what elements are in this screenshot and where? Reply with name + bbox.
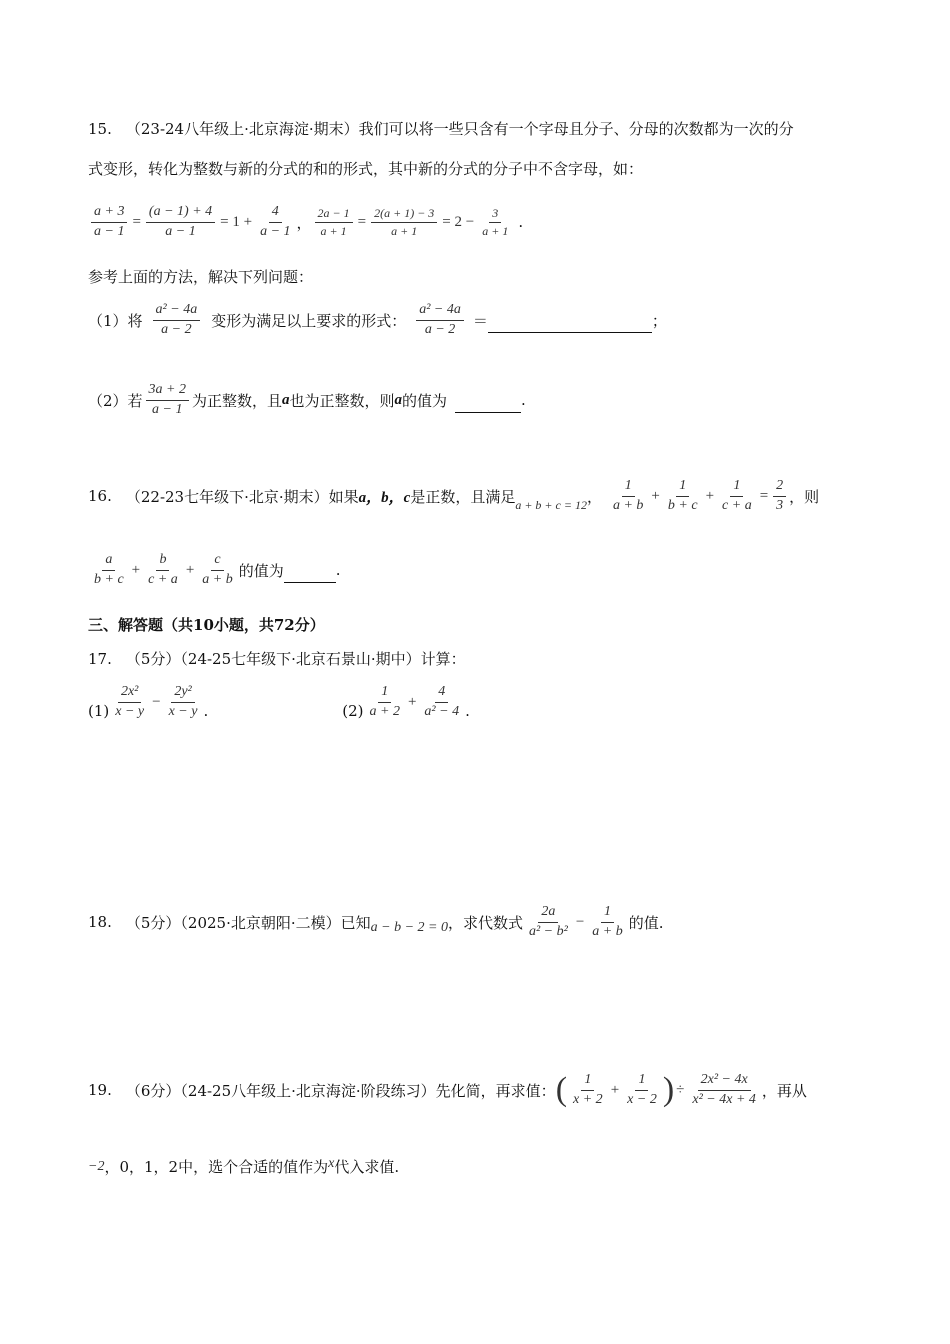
q15-part2-answer-blank[interactable] (455, 398, 521, 413)
q16-expr1: $\frac{a}{b + c}$ (94, 552, 124, 587)
q19-frac1: $\frac{1}{x + 2}$ (573, 1072, 603, 1107)
q19-left-paren: ( (555, 1071, 568, 1109)
q15-part2-label: （2）若 (88, 391, 143, 410)
q16-cond: a + b + c = 12 (515, 497, 587, 512)
q15-part1-frac2: $\frac{\text{a² − 4a}}{a - 2}$ (416, 302, 464, 339)
q15-intro-line2 (88, 158, 643, 179)
q16-text1: （22-23七年级下·北京·期末）如果 (125, 487, 359, 506)
q15-number: 15. (88, 119, 112, 138)
q17-p2-frac2: $\frac{4}{\text{a² − 4}}$ (424, 684, 460, 719)
q16-then: ，则 (789, 487, 820, 506)
q15-ex-sep: ， (296, 213, 312, 232)
q18-text3: 的值. (628, 913, 664, 932)
q15-ex-frac3: $\frac{4}{a - 1}$ (260, 204, 291, 239)
q15-part2-text3: 的值为 (402, 391, 448, 410)
q19-line2-text2: 代入求值. (334, 1158, 400, 1176)
q17-p2-frac1: $\frac{1}{a + 2}$ (369, 684, 400, 719)
q18-frac1: $\frac{2a}{\text{a² − b²}}$ (528, 904, 568, 939)
q16-end: . (335, 561, 341, 580)
q17-p1-label: (1) (88, 702, 110, 721)
q19-line1: 19. （6分）（24-25八年级上·北京海淀·阶段练习）先化简，再求值： ( $\frac{1}{x + 2}$ + $\frac{1}{x - 2}$ ) ÷ $\frac{\text{2x² − 4x}}{\text{x² − 4x + 4}}$ ，再从 (88, 1071, 807, 1109)
q16-sep: ， (586, 487, 602, 506)
q18-frac2: $\frac{1}{a + b}$ (592, 904, 623, 939)
q16-frac3: $\frac{1}{c + a}$ (722, 478, 752, 513)
q15-ex-eq1: = 1 + (220, 213, 253, 230)
q15-ex-eq2: = 2 − (442, 213, 475, 230)
q15-part1-label: （1）将 (88, 311, 143, 330)
q15-intro-text2: 式变形，转化为整数与新的分式的和的形式，其中新的分式的分子中不含字母，如： (88, 160, 644, 178)
q19-text2: ，再从 (761, 1081, 807, 1100)
q16-line1: 16. （22-23七年级下·北京·期末）如果 a，b，c 是正数，且满足 a + b + c = 12 ， $\frac{1}{a + b}$ + $\frac{1}{b + c}$ + $\frac{1}{c + a}$ = $\frac{2}{3}$ ，则 (88, 478, 820, 513)
q17-p1-end: . (203, 702, 209, 721)
q15-part1 (88, 302, 667, 339)
q15-instruction (88, 266, 313, 287)
q16-value-text: 的值为 (238, 561, 284, 580)
q18-text1: （5分）（2025·北京朝阳·二模）已知 (125, 913, 371, 932)
q18-text2: ，求代数式 (447, 913, 523, 932)
q18-number: 18. (88, 913, 112, 932)
q15-ex-frac1: $\frac{a + 3}{a - 1}$ (91, 204, 127, 241)
q17-text: （5分）（24-25七年级下·北京石景山·期中）计算： (125, 650, 466, 668)
q16-expr2: $\frac{b}{c + a}$ (148, 552, 178, 587)
q19-neg2: −2 (88, 1158, 105, 1174)
q15-part2-var-a2: a (394, 391, 403, 408)
q15-example: $\frac{a + 3}{a - 1}$ = $\frac{(a - 1) + 4}{a - 1}$ = 1 + $\frac{4}{a - 1}$ ， $\frac{2a - 1}{a + 1}$ = $\frac{2(a + 1) - 3}{a + 1}$ = 2 − $\frac{3}{a + 1}$ . (88, 204, 523, 241)
q16-text2: 是正数，且满足 (410, 487, 516, 506)
q16-line2: $\frac{a}{b + c}$ + $\frac{b}{c + a}$ + $\frac{c}{a + b}$ 的值为 . (88, 552, 341, 589)
q15-part1-frac: $\frac{\text{a² − 4a}}{a - 2}$ (153, 302, 201, 339)
section3-title (88, 614, 325, 635)
q16-frac-rhs: $\frac{2}{3}$ (773, 478, 786, 515)
q17-number: 17. (88, 649, 112, 668)
q16-frac1: $\frac{1}{a + b}$ (612, 478, 644, 513)
q17-p2-end: . (465, 702, 470, 721)
q15-intro-line1 (88, 118, 794, 139)
q19-text1: （6分）（24-25八年级上·北京海淀·阶段练习）先化简，再求值： (125, 1081, 556, 1100)
q19-line2 (88, 1156, 399, 1177)
q15-ex-frac5: $\frac{2(a + 1) - 3}{a + 1}$ (371, 206, 437, 238)
q17-p1-frac2: $\frac{\text{2y²}}{x - y}$ (168, 684, 198, 719)
q16-vars: a，b，c (358, 489, 411, 506)
q15-part1-answer-blank[interactable] (488, 318, 652, 333)
q16-answer-blank[interactable] (284, 568, 336, 583)
section3-title-text: 三、解答题（共10小题，共72分） (88, 616, 325, 634)
q17-parts: (1) $\frac{\text{2x²}}{x - y}$ − $\frac{\text{2y²}}{x - y}$ . (2) $\frac{1}{a + 2}$ + $\frac{4}{\text{a² − 4}}$ . (88, 684, 470, 721)
q15-ex-frac6: $\frac{3}{a + 1}$ (482, 206, 509, 238)
q19-frac3: $\frac{\text{2x² − 4x}}{\text{x² − 4x + 4}}$ (692, 1072, 756, 1107)
q19-number: 19. (88, 1081, 112, 1100)
q17-p2-label: (2) (342, 702, 364, 721)
q15-part1-end: ； (651, 311, 667, 330)
q19-right-paren: ) (662, 1071, 675, 1109)
q15-part2-frac: $\frac{3a + 2}{a - 1}$ (146, 382, 189, 419)
q15-part2-text2: 也为正整数，则 (289, 391, 395, 410)
q15-ex-frac2: $\frac{(a - 1) + 4}{a - 1}$ (146, 204, 215, 241)
q19-var-x: x (328, 1155, 335, 1171)
q15-part2 (88, 382, 526, 419)
q16-expr3: $\frac{c}{a + b}$ (202, 552, 233, 587)
q19-line2-text1: ，0，1，2中，选个合适的值作为 (104, 1158, 329, 1176)
q18-line: 18. （5分）（2025·北京朝阳·二模）已知 a − b − 2 = 0 ，求代数式 $\frac{2a}{\text{a² − b²}}$ − $\frac{1}{a + b}$ 的值. (88, 904, 664, 939)
q15-instruction-text: 参考上面的方法，解决下列问题： (88, 268, 314, 286)
q15-part2-text1: 为正整数，且 (192, 391, 283, 410)
q17-p1-frac1: $\frac{\text{2x²}}{x - y}$ (115, 684, 145, 719)
q15-part1-middle: 变形为满足以上要求的形式： (211, 311, 407, 330)
q16-number: 16. (88, 487, 112, 506)
q15-part2-var-a: a (282, 391, 290, 408)
q15-ex-end: . (518, 213, 524, 232)
q16-frac2: $\frac{1}{b + c}$ (667, 478, 698, 513)
q17-line1 (88, 648, 466, 669)
q18-cond: a − b − 2 = 0 (370, 920, 448, 936)
q15-part2-end: . (521, 391, 526, 410)
q15-intro-text1: （23-24八年级上·北京海淀·期末）我们可以将一些只含有一个字母且分子、分母的次数都为一次的分 (125, 120, 794, 138)
q19-frac2: $\frac{1}{x - 2}$ (627, 1072, 657, 1107)
q15-ex-frac4: $\frac{2a - 1}{a + 1}$ (315, 206, 353, 238)
q15-part1-eq: ＝ (472, 311, 488, 330)
